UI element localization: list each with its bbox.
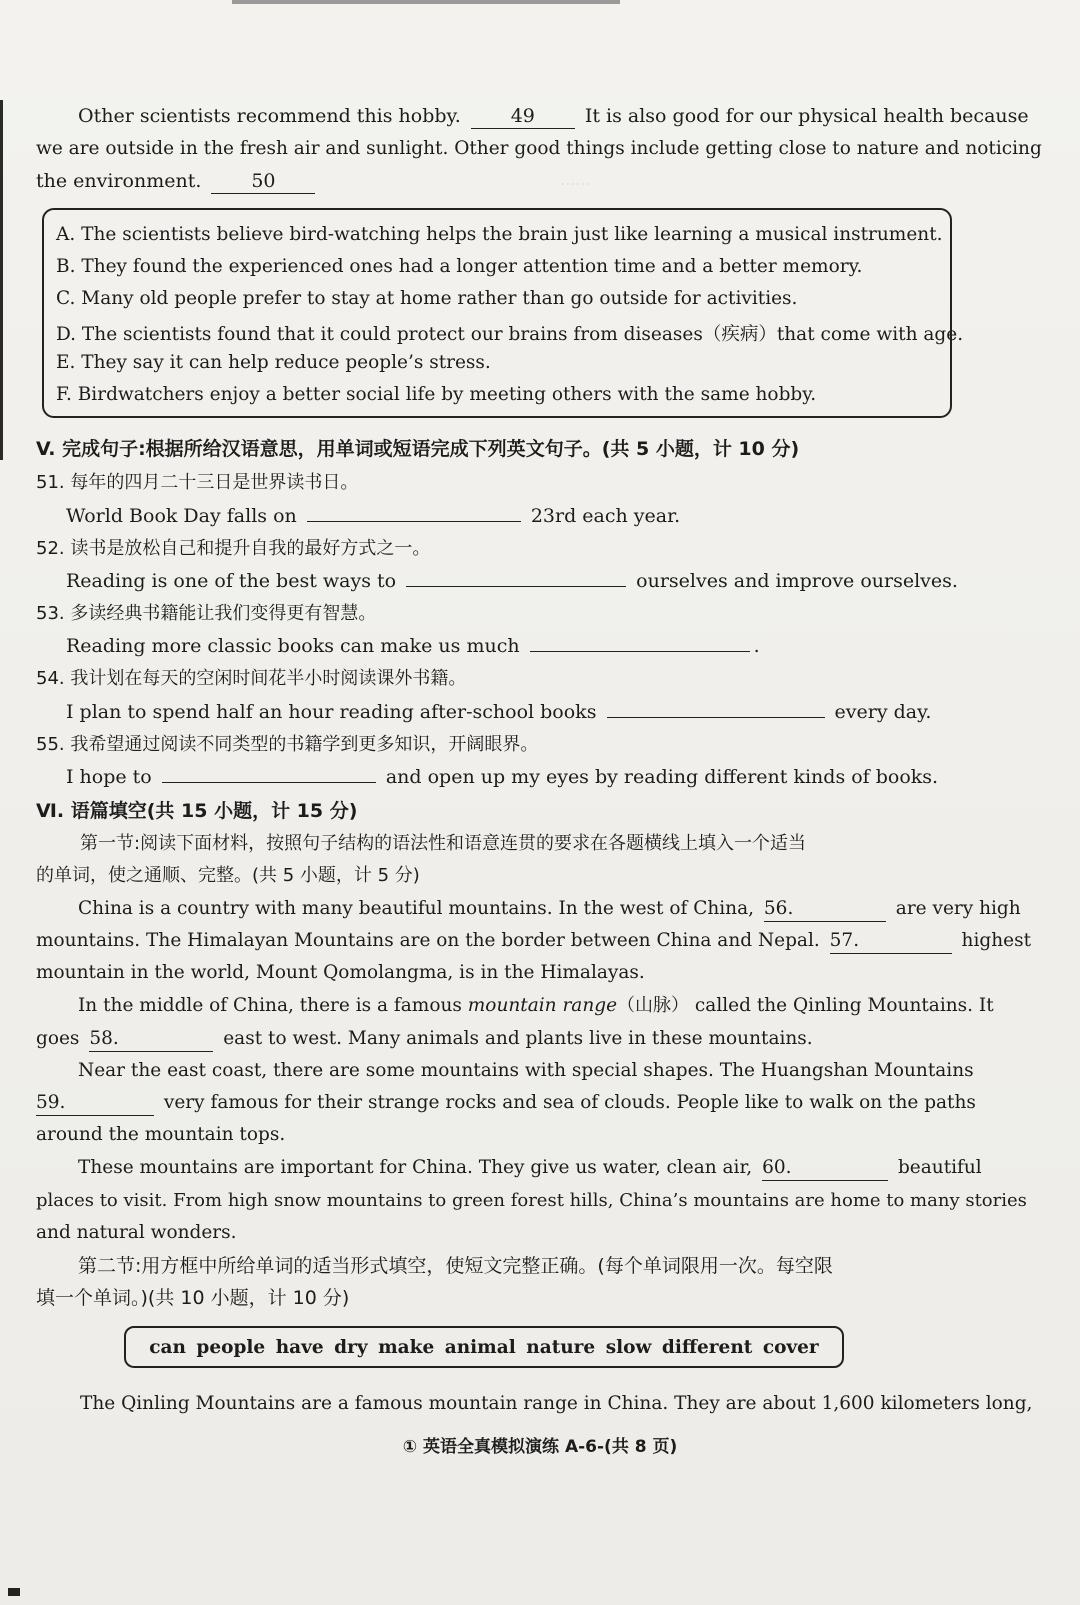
answer-blank-51[interactable]: [307, 521, 521, 522]
passage-text: Other scientists recommend this hobby.: [78, 105, 461, 127]
answer-blank-56[interactable]: 56.: [764, 897, 886, 922]
passage-line: places to visit. From high snow mountains to green forest hills, China’s mountains are home to many stories: [36, 1190, 1027, 1211]
passage-line: The Qinling Mountains are a famous mountain range in China. They are about 1,600 kilometers long,: [80, 1393, 1033, 1414]
section-vi-title: Ⅵ. 语篇填空(共 15 小题，计 15 分): [36, 800, 358, 822]
section-v-title: V. 完成句子:根据所给汉语意思，用单词或短语完成下列英文句子。(共 5 小题，计 10 分): [36, 438, 800, 460]
question-text: Reading is one of the best ways to: [66, 570, 397, 592]
options-box: [42, 208, 964, 418]
page-footer: ① 英语全真模拟演练 A-6-(共 8 页): [402, 1437, 678, 1457]
passage-text: called the Qinling Mountains. It: [694, 995, 994, 1016]
question-text: I hope to: [66, 766, 152, 788]
question-52-chinese: 52. 读书是放松自己和提升自我的最好方式之一。: [36, 538, 431, 559]
part2-instruction: 第二节:用方框中所给单词的适当形式填空，使短文完整正确。(每个单词限用一次。每空限: [78, 1255, 833, 1277]
question-54-chinese: 54. 我计划在每天的空闲时间花半小时阅读课外书籍。: [36, 668, 467, 689]
passage-text: highest: [961, 930, 1032, 951]
part2-instruction-cont: 填一个单词。)(共 10 小题，计 10 分): [36, 1287, 350, 1309]
passage-line-57: [36, 929, 1031, 954]
passage-text: China is a country with many beautiful mountains. In the west of China,: [78, 898, 755, 919]
passage-line-60: [78, 1156, 982, 1181]
question-51: [66, 504, 680, 528]
passage-text: the environment.: [36, 170, 202, 192]
passage-line-49: [78, 104, 1029, 129]
option-d: D. The scientists found that it could protect our brains from diseases（疾病）that come with age.: [56, 324, 964, 345]
question-text: .: [753, 635, 760, 657]
question-55: [66, 765, 938, 789]
answer-blank-54[interactable]: [607, 717, 825, 718]
word-bank-item: slow: [605, 1336, 652, 1358]
passage-line: around the mountain tops.: [36, 1124, 286, 1145]
word-bank-item: animal: [444, 1336, 516, 1358]
exam-page: ...... Other scientists recommend this hobby. 49 It is also good for our physical health because we are outside in the fresh air and sunlight. Other good things include getting close to nature and noticing the environment. 50 A. The scientists believe bird-watching helps the brain just like learning a musical instrument. B. They found the experienced ones had a longer attention time and a better memory. C. Many old people prefer to stay at home rather than go outside for activities. D. The scientists found that it could protect our brains from diseases（疾病）that come with age. E. They say it can help reduce people’s stress. F. Birdwatchers enjoy a better social life by meeting others with the same hobby. V. 完成句子:根据所给汉语意思，用单词或短语完成下列英文句子。(共 5 小题，计 10 分) 51. 每年的四月二十三日是世界读书日。 World Book Day falls on 23rd each year. 52. 读书是放松自己和提升自我的最好方式之一。 Reading is one of the best ways to ourselves and improve ourselves. 53. 多读经典书籍能让我们变得更有智慧。 Reading more classic books can make us much . 54. 我计划在每天的空闲时间花半小时阅读课外书籍。 I plan to spend half an hour reading after-school books every day. 55. 我希望通过阅读不同类型的书籍学到更多知识，开阔眼界。 I hope to and open up my eyes by reading different kinds of books. Ⅵ. 语篇填空(共 15 小题，计 15 分) 第一节:阅读下面材料，按照句子结构的语法性和语意连贯的要求在各题横线上填入一个适当 的单词，使之通顺、完整。(共 5 小题，计 5 分) China is a country with many beautiful mountains. In the west of China, 56. are very high mountains. The Himalayan Mountains are on the border between China and Nepal. 57. highest mountain in the world, Mount Qomolangma, is in the Himalayas. In the middle of China, there is a famous mountain range（山脉） called the Qinling Mountains. It goes 58. east to west. Many animals and plants live in these mountains. Near the east coast, there are some mountains with special shapes. The Huangshan Mountains 59. very famous for their strange rocks and sea of clouds. People like to walk on the paths around the mountain tops. These mountains are important for China. They give us water, clean air, 60. beautiful places to visit. From high snow mountains to green forest hills, China’s mountains are home to many stories and natural wonders. 第二节:用方框中所给单词的适当形式填空，使短文完整正确。(每个单词限用一次。每空限 填一个单词。)(共 10 小题，计 10 分) can people have dry make animal nature slow different cover The Qinling Mountains are a famous mountain range in China. They are about 1,600 kilometers long, ① 英语全真模拟演练 A-6-(共 8 页): [0, 0, 1080, 1605]
passage-text: In the middle of China, there is a famous: [78, 995, 462, 1016]
question-53-chinese: 53. 多读经典书籍能让我们变得更有智慧。: [36, 603, 377, 624]
word-bank-item: people: [196, 1336, 266, 1358]
word-bank-item: nature: [526, 1336, 596, 1358]
question-text: 23rd each year.: [530, 505, 681, 527]
question-text: and open up my eyes by reading different kinds of books.: [385, 766, 939, 788]
top-edge-mark: [232, 0, 620, 4]
question-text: World Book Day falls on: [66, 505, 297, 527]
passage-line-59: [36, 1091, 976, 1116]
passage-line: mountain in the world, Mount Qomolangma, is in the Himalayas.: [36, 962, 645, 983]
word-bank-box: [124, 1326, 844, 1368]
passage-text: are very high: [895, 898, 1021, 919]
passage-text: very famous for their strange rocks and sea of clouds. People like to walk on the paths: [163, 1092, 976, 1113]
option-f: F. Birdwatchers enjoy a better social life by meeting others with the same hobby.: [56, 384, 817, 405]
passage-gloss: （山脉）: [617, 995, 690, 1016]
part1-instruction-cont: 的单词，使之通顺、完整。(共 5 小题，计 5 分): [36, 865, 420, 886]
answer-blank-59[interactable]: 59.: [36, 1091, 154, 1116]
word-bank-item: different: [661, 1336, 753, 1358]
answer-blank-53[interactable]: [530, 651, 750, 652]
passage-line-56: [78, 897, 1021, 922]
question-text: I plan to spend half an hour reading after-school books: [66, 701, 597, 723]
word-bank-item: can: [149, 1336, 186, 1358]
question-text: Reading more classic books can make us much: [66, 635, 520, 657]
question-text: every day.: [834, 701, 932, 723]
passage-line: [78, 994, 994, 1018]
option-a: A. The scientists believe bird-watching helps the brain just like learning a musical instrument.: [56, 224, 943, 245]
passage-line: and natural wonders.: [36, 1222, 237, 1243]
answer-blank-50[interactable]: 50: [211, 169, 315, 194]
corner-mark: [8, 1588, 20, 1596]
question-53: [66, 634, 760, 658]
left-edge-shadow: [0, 100, 3, 460]
question-55-chinese: 55. 我希望通过阅读不同类型的书籍学到更多知识，开阔眼界。: [36, 734, 539, 755]
answer-blank-49[interactable]: 49: [471, 104, 575, 129]
answer-blank-57[interactable]: 57.: [830, 929, 952, 954]
passage-line-50: [36, 169, 319, 194]
answer-blank-60[interactable]: 60.: [762, 1156, 888, 1181]
word-bank-item: make: [378, 1336, 435, 1358]
passage-text: mountains. The Himalayan Mountains are on the border between China and Nepal.: [36, 930, 820, 951]
question-54: [66, 700, 931, 724]
passage-text: goes: [36, 1028, 80, 1049]
question-51-chinese: 51. 每年的四月二十三日是世界读书日。: [36, 472, 359, 493]
question-text: ourselves and improve ourselves.: [636, 570, 958, 592]
passage-text: It is also good for our physical health because: [584, 105, 1029, 127]
question-52: [66, 569, 958, 593]
passage-line-58: [36, 1027, 813, 1052]
passage-term: mountain range: [467, 995, 618, 1016]
passage-text: beautiful: [897, 1157, 982, 1178]
word-bank-item: dry: [334, 1336, 368, 1358]
passage-line: we are outside in the fresh air and sunlight. Other good things include getting close to nature and noticing: [36, 138, 1042, 159]
option-b: B. They found the experienced ones had a longer attention time and a better memory.: [56, 256, 863, 277]
option-c: C. Many old people prefer to stay at home rather than go outside for activities.: [56, 288, 798, 309]
answer-blank-58[interactable]: 58.: [89, 1027, 213, 1052]
passage-text: These mountains are important for China. They give us water, clean air,: [78, 1157, 753, 1178]
part1-instruction: 第一节:阅读下面材料，按照句子结构的语法性和语意连贯的要求在各题横线上填入一个适当: [80, 833, 807, 854]
answer-blank-52[interactable]: [406, 586, 626, 587]
word-bank-item: have: [275, 1336, 324, 1358]
answer-blank-55[interactable]: [162, 782, 376, 783]
passage-text: east to west. Many animals and plants live in these mountains.: [223, 1028, 813, 1049]
word-bank-item: cover: [762, 1336, 819, 1358]
passage-line: Near the east coast, there are some mountains with special shapes. The Huangshan Mountains: [78, 1060, 974, 1081]
option-e: E. They say it can help reduce people’s stress.: [56, 352, 491, 373]
